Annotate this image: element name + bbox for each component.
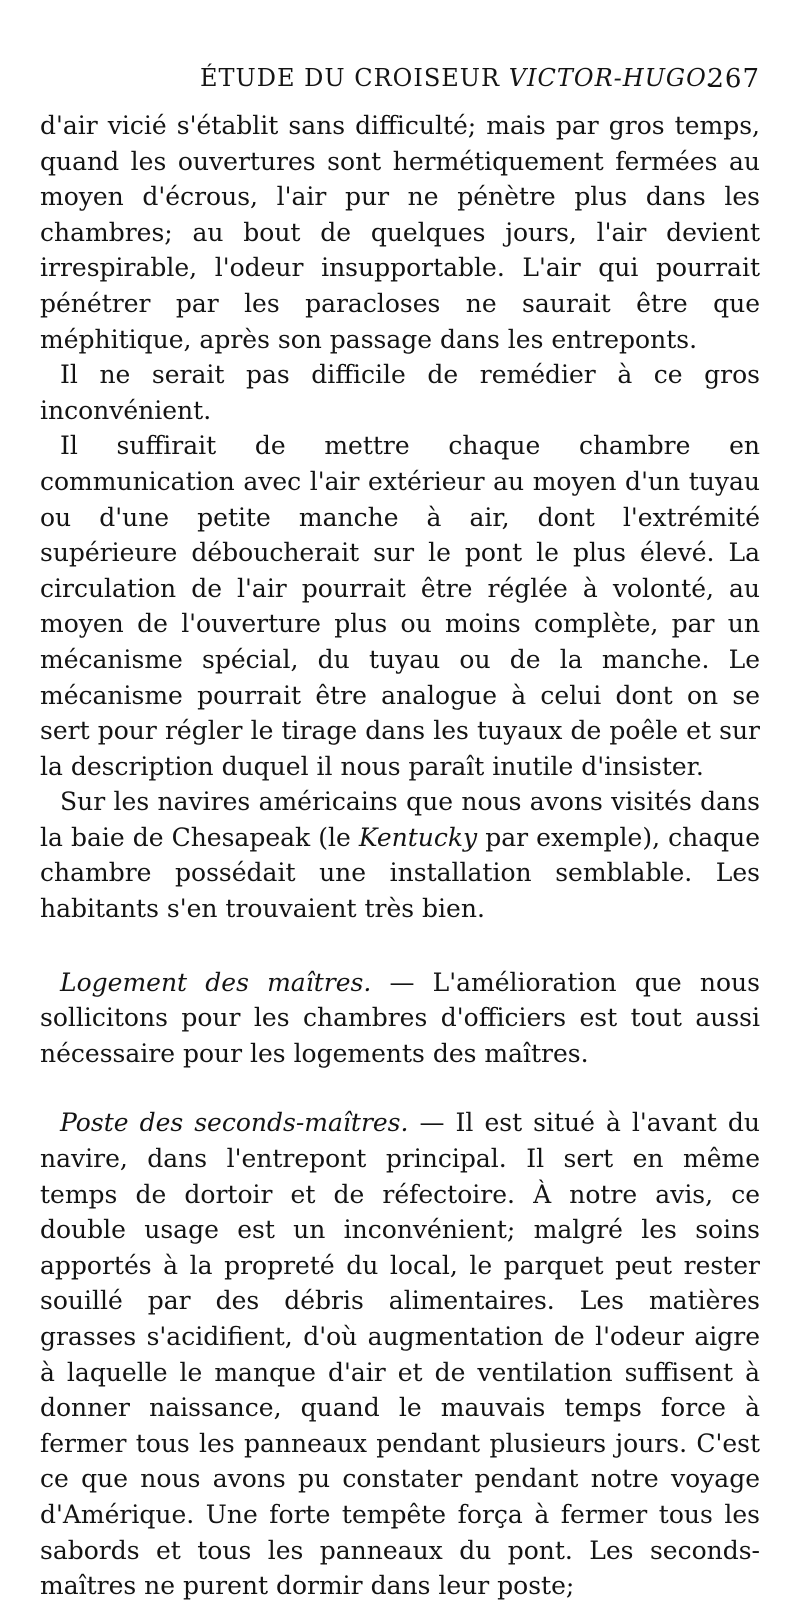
running-title-ship: VICTOR-HUGO.	[508, 64, 714, 92]
section-heading-logement: Logement des maîtres.	[60, 967, 372, 997]
paragraph-logement-maitres	[40, 965, 760, 1072]
running-title	[200, 64, 714, 92]
running-title-prefix: ÉTUDE DU CROISEUR	[200, 64, 509, 92]
paragraph-continuation: d'air vicié s'établit sans difficulté; mais par gros temps, quand les ouvertures sont hermétiquement fermées au moyen d'écrous, l'air pur ne pénètre plus dans les chambres; au bout de quelques jours, l'air devient irrespirable, l'odeur insupportable. L'air qui pourrait pénétrer par les paracloses ne saurait être que méphitique, après son passage dans les entreponts.	[40, 111, 760, 354]
p4-after: par exemple), chaque chambre possédait une installation semblable. Les habitants s'en trouvaient très bien.	[40, 822, 760, 924]
section-heading-poste: Poste des seconds-maîtres.	[60, 1108, 409, 1138]
paragraph-poste-seconds-maitres	[40, 1105, 760, 1603]
p5-text: — L'amélioration que nous sollicitons pour les chambres d'officiers est tout aussi nécessaire pour les logements des maîtres.	[40, 967, 760, 1068]
paragraph-ventilation: Il suffirait de mettre chaque chambre en communication avec l'air extérieur au moyen d'un tuyau ou d'une petite manche à air, dont l'extrémité supérieure déboucherait sur le pont le plus élevé. La circulation de l'air pourrait être réglée à volonté, au moyen de l'ouverture plus ou moins complète, par un mécanisme spécial, du tuyau ou de la manche. Le mécanisme pourrait être analogue à celui dont on se sert pour régler le tirage dans les tuyaux de poêle et sur la description duquel il nous paraît inutile d'insister.	[40, 431, 760, 781]
paragraph-american-ships	[40, 784, 760, 926]
ship-name-kentucky: Kentucky	[358, 822, 478, 852]
page-number: 267	[707, 64, 760, 94]
paragraph-remedy: Il ne serait pas difficile de remédier à ce gros inconvénient.	[40, 360, 760, 425]
p4-before: Sur les navires américains que nous avons visités dans la baie de Chesapeak (le	[40, 787, 760, 852]
body-text	[40, 108, 760, 1604]
p6-text: — Il est situé à l'avant du navire, dans l'entrepont principal. Il sert en même temps de dortoir et de réfectoire. À notre avis, ce double usage est un inconvénient; malgré les soins apportés à la propreté du local, le parquet peut rester souillé par des débris alimentaires. Les matières grasses s'acidifient, d'où augmentation de l'odeur aigre à laquelle le manque d'air et de ventilation suffisent à donner naissance, quand le mauvais temps force à fermer tous les panneaux pendant plusieurs jours. C'est ce que nous avons pu constater pendant notre voyage d'Amérique. Une forte tempête força à fermer tous les sabords et tous les panneaux du pont. Les seconds-maîtres ne purent dormir dans leur poste;	[40, 1108, 760, 1601]
running-header	[40, 60, 760, 100]
